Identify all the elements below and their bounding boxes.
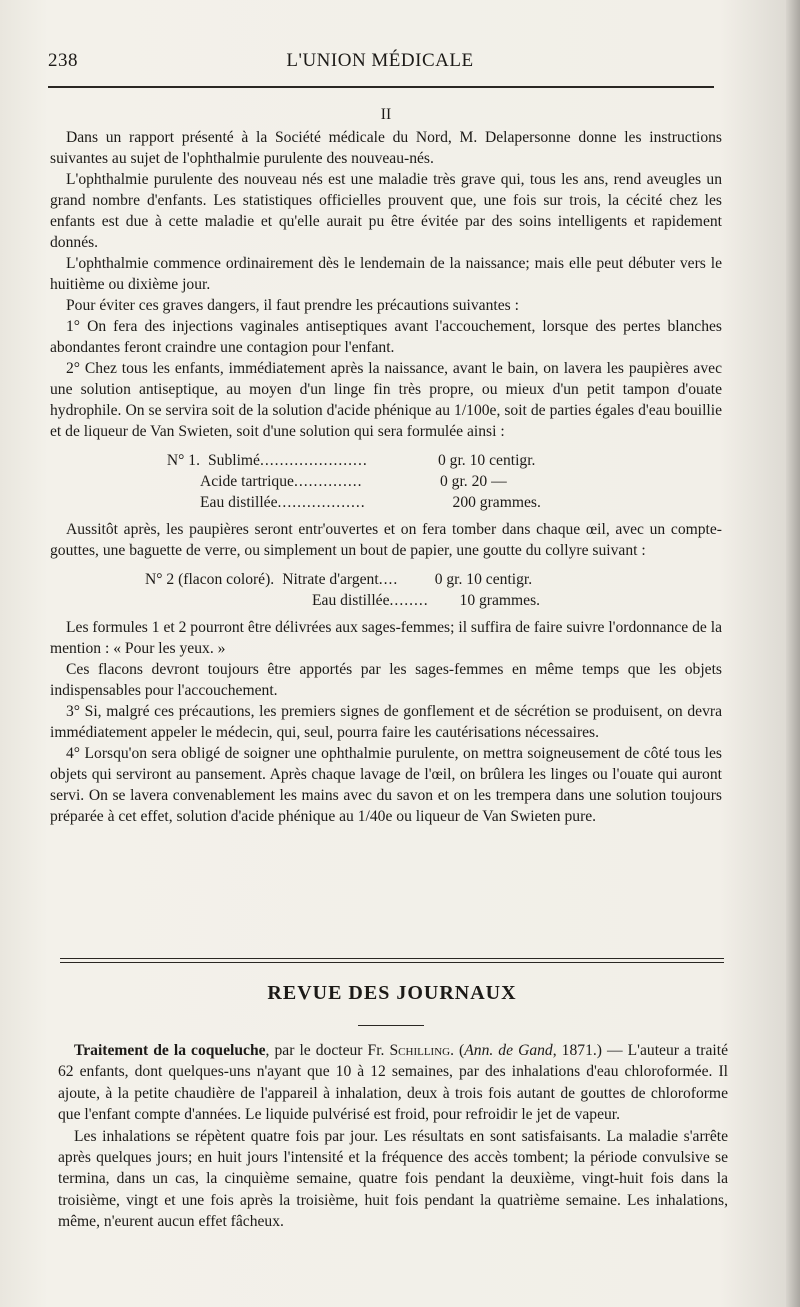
- formula-leader: ........: [389, 592, 429, 609]
- paragraph: 1° On fera des injections vaginales antiseptiques avant l'accouchement, lorsque des pertes blanches abondantes feront craindre une contagion pour l'enfant.: [50, 318, 722, 356]
- section-numeral: II: [380, 106, 392, 123]
- formula-quantity: 0 gr. 10 centigr.: [434, 571, 533, 588]
- formula-label: N° 1.: [166, 452, 200, 469]
- paragraph: Ces flacons devront toujours être apportés par les sages-femmes en même temps que les objets indispensables pour l'accouchement.: [50, 661, 722, 699]
- page-edge-shadow: [786, 0, 800, 1307]
- running-header: [48, 50, 712, 76]
- paragraph: 4° Lorsqu'on sera obligé de soigner une ophthalmie purulente, on mettra soigneusement de côté tous les objets qui serviront au pansement. Après chaque lavage de l'œil, on brûlera les linges ou l'ouate qui auront servi. On se lavera convenablement les mains avec du savon et on les trempera dans une solution toujours préparée à cet effet, solution d'acide phénique au 1/40e ou liqueur de Van Swieten pure.: [50, 745, 722, 825]
- paragraph: L'ophthalmie purulente des nouveau nés est une maladie très grave qui, tous les ans, rend aveugles un grand nombre d'enfants. Les statistiques officielles prouvent que, une fois sur trois, la cécité chez les enfants est due à cette maladie et qu'elle aurait pu être évitée par des soins intelligents et rapidement donnés.: [50, 171, 722, 251]
- article-text: — L'auteur a traité 62 enfants, dont quelques-uns n'ayant que 10 à 12 semaines, par des inhalations d'eau chloroformée. Il ajoute, à la petite chaudière de l'appareil à inhalation, deux à trois fois autant de gouttes de chloroforme que l'enfant compte d'années. Le liquide pulvérisé est froid, pour refroidir le jet de vapeur.: [58, 1042, 728, 1124]
- formula-quantity: 10 grammes.: [459, 592, 541, 609]
- article-ref-open: . (: [450, 1042, 465, 1059]
- section-heading: REVUE DES JOURNAUX: [267, 982, 517, 1004]
- section-one: [50, 104, 722, 827]
- formula-item: Sublimé: [208, 452, 260, 469]
- formula-item: Eau distillée: [200, 494, 278, 511]
- article-author: Schilling: [389, 1042, 451, 1059]
- formula-label: N° 2 (flacon coloré).: [145, 571, 275, 588]
- paragraph: L'ophthalmie commence ordinairement dès le lendemain de la naissance; mais elle peut débuter vers le huitième ou dixième jour.: [50, 255, 722, 293]
- formula-row: [50, 569, 722, 590]
- formula-item: Acide tartrique: [200, 473, 294, 490]
- formula-leader: ....: [378, 571, 399, 588]
- formula-quantity: 0 gr. 20 —: [439, 473, 507, 490]
- article-ref-close: , 1871.): [552, 1042, 602, 1059]
- article-by: , par le docteur Fr.: [265, 1042, 390, 1059]
- article-title: Traitement de la coqueluche: [74, 1042, 266, 1059]
- article-journal: Ann. de Gand: [464, 1042, 553, 1059]
- section-divider: [60, 958, 724, 963]
- paragraph: Pour éviter ces graves dangers, il faut prendre les précautions suivantes :: [66, 297, 519, 314]
- formula-row: [50, 450, 722, 471]
- paragraph: 2° Chez tous les enfants, immédiatement après la naissance, avant le bain, on lavera les paupières avec une solution antiseptique, au moyen d'un linge fin très propre, ou mieux d'un petit tampon d'ouate hydrophile. On se servira soit de la solution d'acide phénique au 1/100e, soit de parties égales d'eau bouillie et de liqueur de Van Swieten, soit d'une solution qui sera formulée ainsi :: [50, 360, 722, 440]
- formula-item: Nitrate d'argent: [282, 571, 379, 588]
- formula-quantity: 200 grammes.: [452, 494, 541, 511]
- paragraph: 3° Si, malgré ces précautions, les premiers signes de gonflement et de sécrétion se produisent, on devra immédiatement appeler le médecin, qui, seul, pourra faire les cautérisations nécessaires.: [50, 703, 722, 741]
- paragraph: Les inhalations se répètent quatre fois par jour. Les résultats en sont satisfaisants. La maladie s'arrête après quelques jours; en huit jours l'intensité et la fréquence des accès tombent; la période convulsive se termina, dans un cas, la cinquième semaine, quatre fois pendant la deuxième, vingt-huit fois dans la troisième, vingt et une fois après la troisième, huit fois pendant la quatrième semaine. Les inhalations, même, n'eurent aucun effet fâcheux.: [58, 1127, 728, 1231]
- paragraph: Aussitôt après, les paupières seront entr'ouvertes et on fera tomber dans chaque œil, avec un compte-gouttes, une baguette de verre, ou simplement un bout de papier, une goutte du collyre suivant :: [50, 521, 722, 559]
- heading-rule: [358, 1025, 424, 1026]
- header-rule: [48, 86, 714, 88]
- page-number: 238: [48, 50, 78, 71]
- journal-title: L'UNION MÉDICALE: [286, 50, 474, 71]
- formula-row: [50, 590, 722, 611]
- formula-row: [50, 471, 722, 492]
- formula-leader: ..............: [293, 473, 363, 490]
- formula-quantity: 0 gr. 10 centigr.: [437, 452, 536, 469]
- article-lead: [58, 1040, 728, 1126]
- formula-leader: ......................: [259, 452, 368, 469]
- formula-item: Eau distillée: [312, 592, 390, 609]
- section-two: [58, 1040, 728, 1233]
- paragraph: Les formules 1 et 2 pourront être délivrées aux sages-femmes; il suffira de faire suivre l'ordonnance de la mention : « Pour les yeux. »: [50, 619, 722, 657]
- formula-two: [50, 569, 722, 611]
- paragraph: Dans un rapport présenté à la Société médicale du Nord, M. Delapersonne donne les instructions suivantes au sujet de l'ophthalmie purulente des nouveau-nés.: [50, 129, 722, 167]
- formula-row: [50, 492, 722, 513]
- formula-leader: ..................: [277, 494, 366, 511]
- formula-one: [50, 450, 722, 513]
